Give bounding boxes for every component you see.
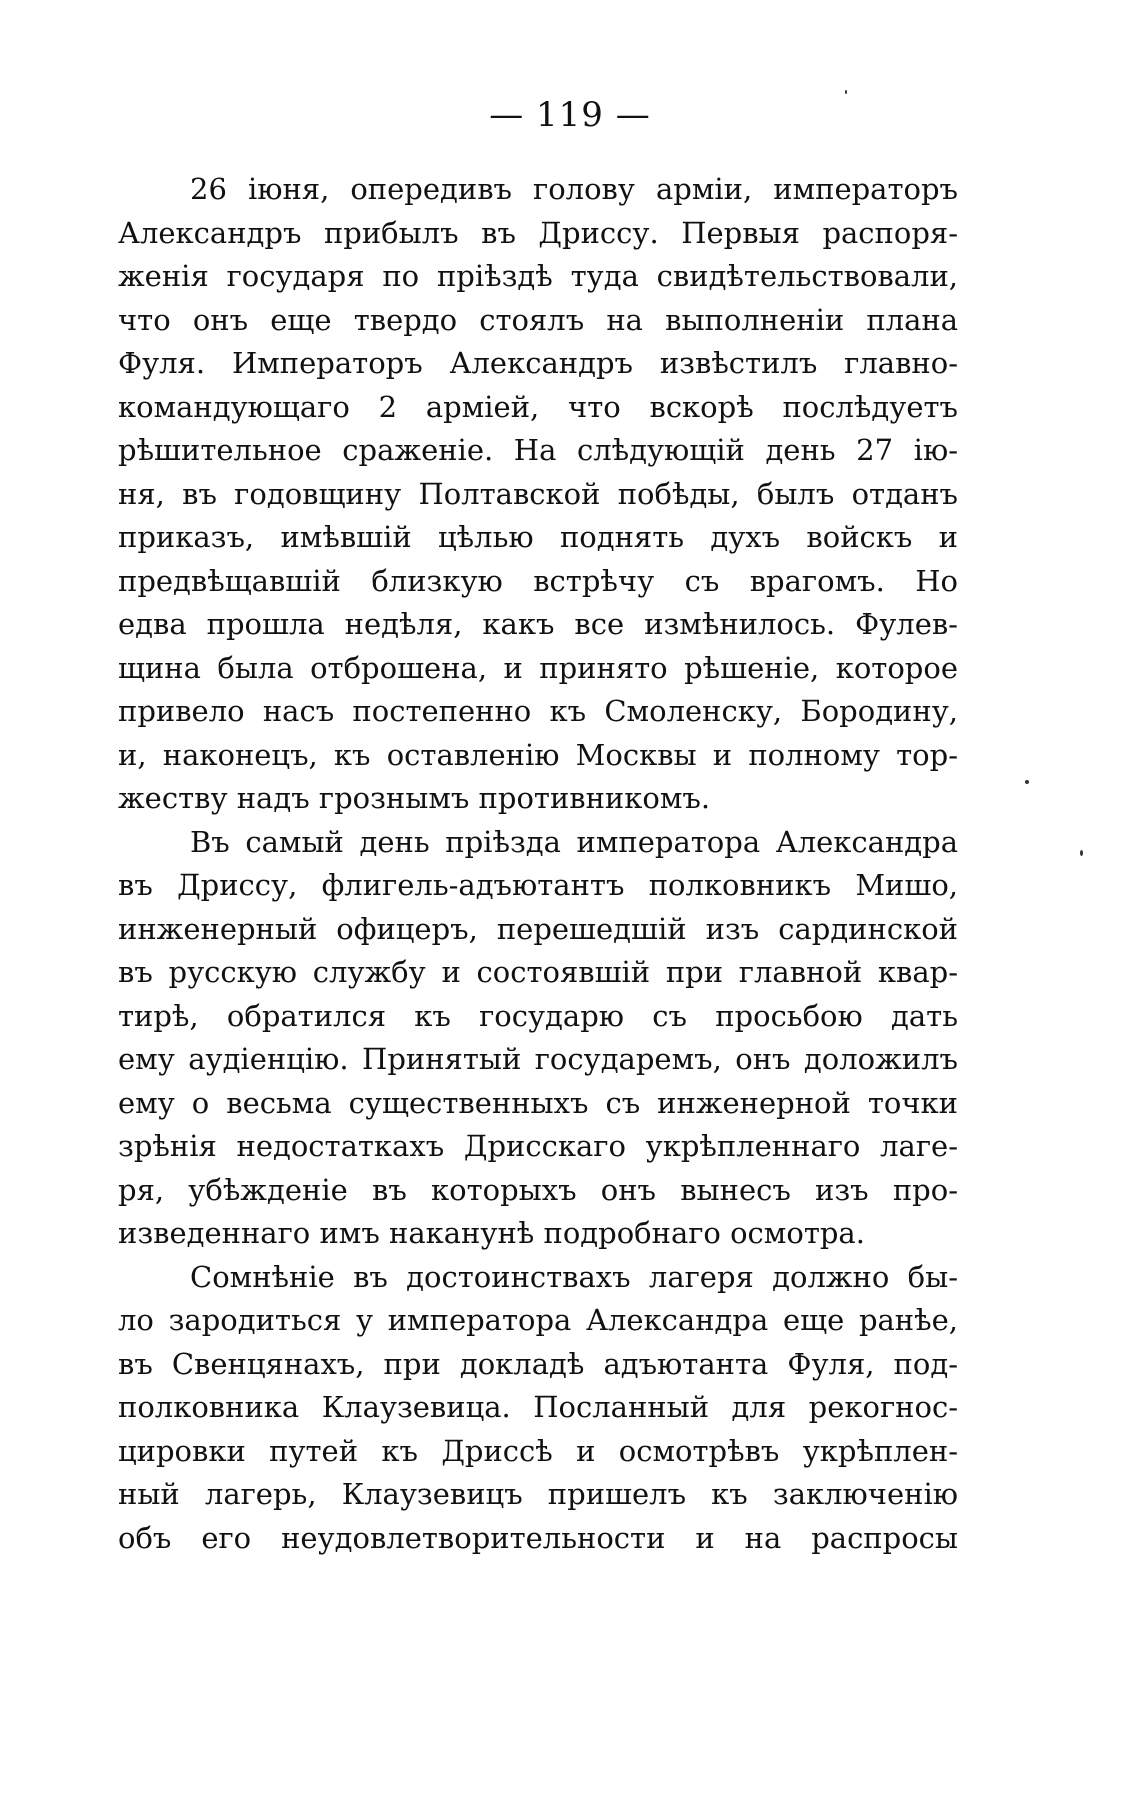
text-line: ло зародиться у императора Александра еще ранѣе,: [118, 1303, 958, 1337]
text-line: ный лагерь, Клаузевицъ пришелъ къ заключенію: [118, 1477, 958, 1511]
paragraph-3: [118, 1256, 958, 1561]
print-speck: [1025, 780, 1029, 784]
text-line: Сомнѣніе въ достоинствахъ лагеря должно бы-: [190, 1259, 958, 1294]
text-line: въ русскую службу и состоявшій при главной квар-: [118, 955, 958, 989]
text-line: ря, убѣжденіе въ которыхъ онъ вынесъ изъ про-: [118, 1172, 958, 1207]
page-number: — 119 —: [489, 95, 651, 135]
text-line: щина была отброшена, и принято рѣшеніе, которое: [118, 650, 958, 685]
text-line: цировки путей къ Дриссѣ и осмотрѣвъ укрѣплен-: [118, 1433, 958, 1468]
text-line: Фуля. Императоръ Александръ извѣстилъ главно-: [118, 346, 958, 380]
text-line: тирѣ, обратился къ государю съ просьбою дать: [118, 998, 958, 1033]
paragraph-2: [118, 821, 958, 1256]
text-line: предвѣщавшій близкую встрѣчу съ врагомъ. Но: [118, 563, 958, 598]
text-line: рѣшительное сраженіе. На слѣдующій день 27 ію-: [118, 433, 958, 467]
text-line: въ Дриссу, флигель-адъютантъ полковникъ Мишо,: [118, 868, 958, 902]
text-line: и, наконецъ, къ оставленію Москвы и полному тор-: [118, 737, 958, 772]
print-speck: [845, 90, 847, 94]
text-line: инженерный офицеръ, перешедшій изъ сардинской: [118, 911, 958, 946]
text-line: изведеннаго имъ наканунѣ подробнаго осмотра.: [118, 1216, 865, 1250]
text-line: едва прошла недѣля, какъ все измѣнилось. Фулев-: [118, 607, 958, 641]
text-line: Въ самый день пріѣзда императора Александра: [190, 824, 958, 859]
text-line: командующаго 2 арміей, что вскорѣ послѣдуетъ: [118, 389, 958, 424]
text-line: женія государя по пріѣздѣ туда свидѣтельствовали,: [118, 259, 958, 293]
text-line: приказъ, имѣвшій цѣлью поднять духъ войскъ и: [118, 520, 958, 554]
text-line: Александръ прибылъ въ Дриссу. Первыя распоря-: [118, 215, 958, 250]
paragraph-1: [118, 168, 958, 821]
text-line: жеству надъ грознымъ противникомъ.: [118, 781, 711, 815]
text-line: что онъ еще твердо стоялъ на выполненіи плана: [118, 302, 958, 337]
text-line: 26 іюня, опередивъ голову арміи, императоръ: [190, 172, 958, 206]
text-line: ему аудіенцію. Принятый государемъ, онъ доложилъ: [118, 1042, 958, 1076]
text-line: привело насъ постепенно къ Смоленску, Бородину,: [118, 694, 958, 728]
text-line: зрѣнія недостаткахъ Дрисскаго укрѣпленнаго лаге-: [118, 1129, 958, 1163]
text-line: полковника Клаузевица. Посланный для рекогнос-: [118, 1390, 958, 1424]
text-line: въ Свенцянахъ, при докладѣ адъютанта Фуля, под-: [118, 1346, 958, 1381]
body-text: [118, 168, 958, 1560]
text-line: объ его неудовлетворительности и на распросы: [118, 1520, 958, 1555]
text-line: ему о весьма существенныхъ съ инженерной точки: [118, 1085, 958, 1120]
print-speck: [1080, 850, 1083, 856]
text-line: ня, въ годовщину Полтавской побѣды, былъ отданъ: [118, 476, 958, 511]
